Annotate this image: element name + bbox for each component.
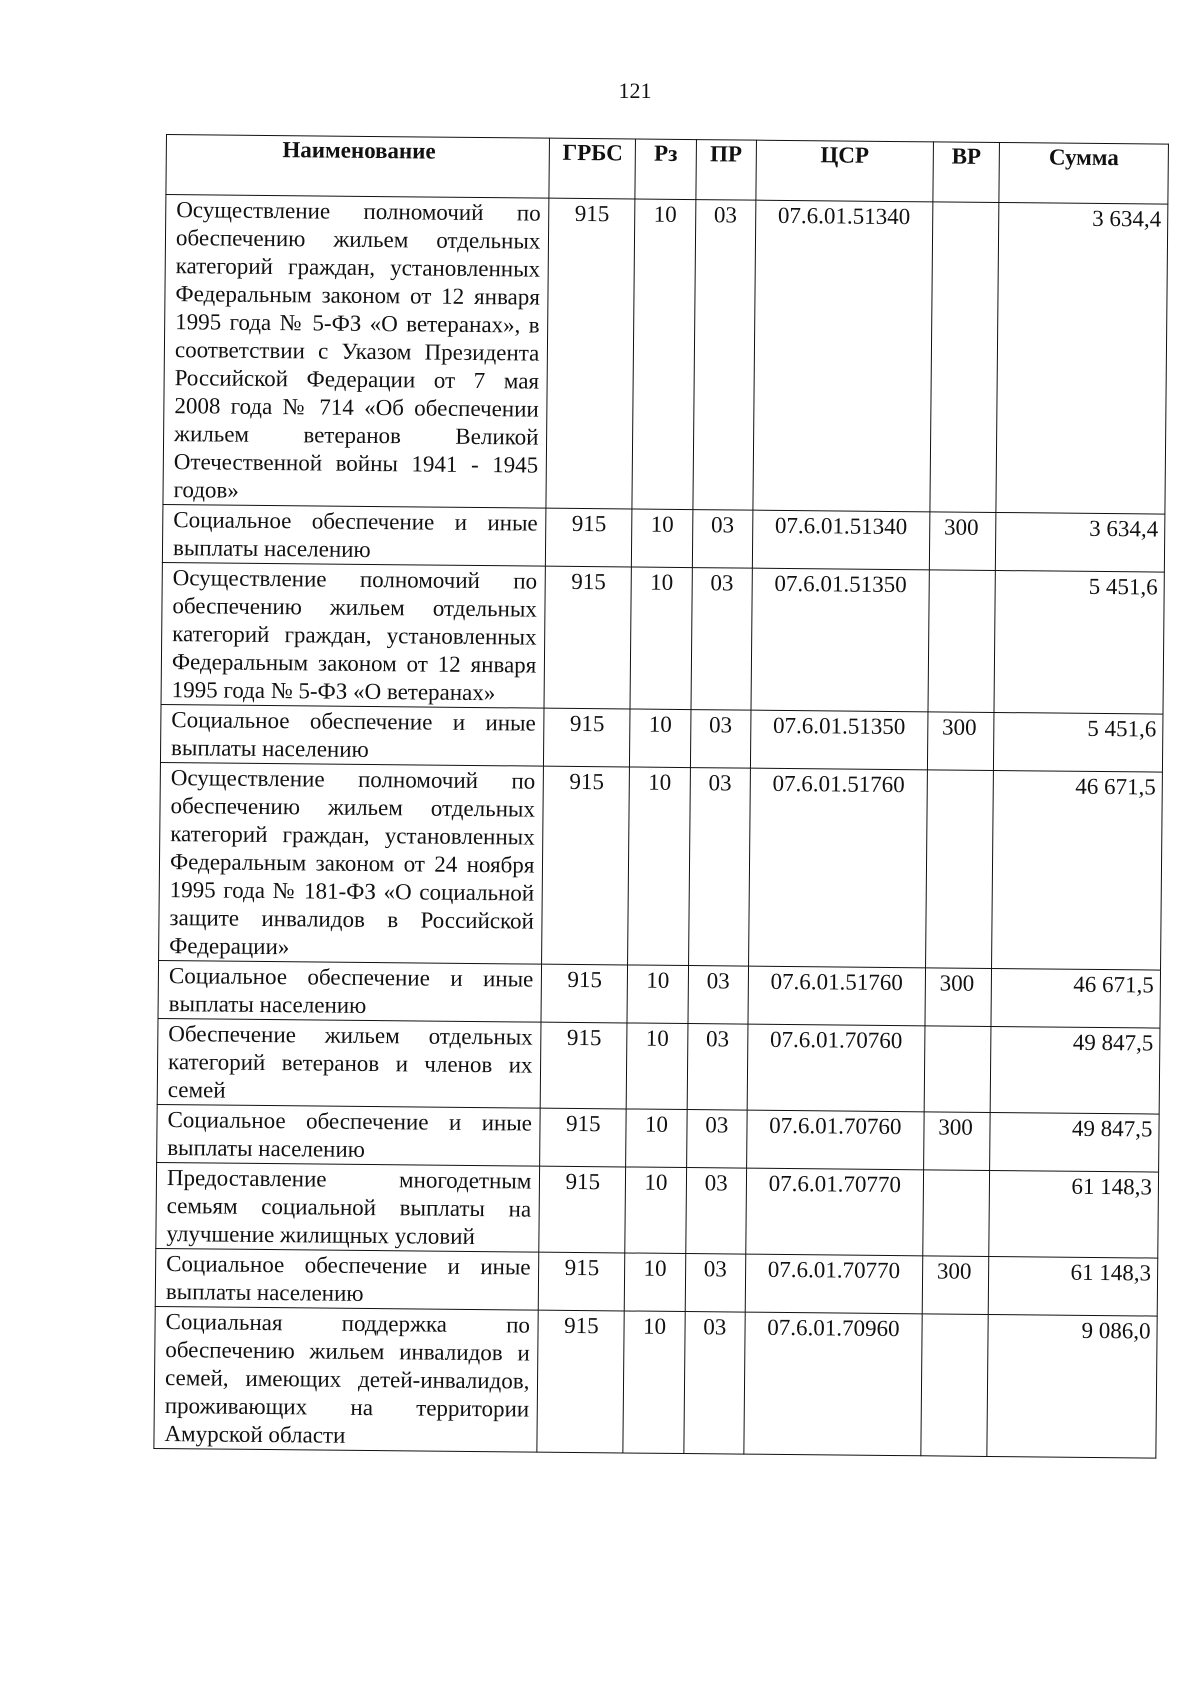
- cell-rz: 10: [625, 1167, 686, 1254]
- table-row: [155, 1248, 1158, 1316]
- table-row: [156, 1162, 1159, 1258]
- cell-sum: 49 847,5: [990, 1112, 1159, 1172]
- cell-rz: 10: [627, 965, 688, 1024]
- cell-csr: 07.6.01.51760: [748, 966, 925, 1026]
- cell-csr: 07.6.01.70770: [745, 1254, 922, 1314]
- header-grbs: ГРБС: [549, 138, 635, 199]
- cell-rz: 10: [626, 1109, 687, 1168]
- budget-table: [153, 134, 1169, 1459]
- cell-sum: 3 634,4: [996, 203, 1168, 515]
- cell-name: Социальное обеспечение и иные выплаты населению: [155, 1248, 539, 1310]
- cell-vr: [923, 1170, 990, 1257]
- cell-sum: 5 451,6: [994, 712, 1163, 772]
- cell-csr: 07.6.01.70770: [746, 1168, 924, 1256]
- header-vr: ВР: [933, 142, 1000, 203]
- cell-name: Осуществление полномочий по обеспечению жильем отдельных категорий граждан, установленных Федеральным законом от 12 января 1995 года № 5-ФЗ «О ветеранах», в соответствии с Указом Президента Российской Федерации от 7 мая 2008 года № 714 «Об обеспечении жильем ветеранов Великой Отечественной войны 1941 - 1945 годов»: [163, 195, 549, 509]
- cell-csr: 07.6.01.51340: [752, 510, 929, 570]
- cell-pr: 03: [685, 1254, 746, 1313]
- cell-sum: 61 148,3: [988, 1256, 1157, 1316]
- cell-pr: 03: [687, 1024, 748, 1111]
- cell-csr: 07.6.01.51340: [753, 200, 933, 512]
- cell-grbs: 915: [537, 1310, 624, 1453]
- cell-pr: 03: [685, 1168, 746, 1255]
- cell-rz: 10: [628, 767, 690, 966]
- cell-sum: 61 148,3: [989, 1170, 1159, 1258]
- cell-csr: 07.6.01.51350: [750, 710, 927, 770]
- page-number: 121: [618, 78, 652, 103]
- cell-pr: 03: [690, 710, 751, 769]
- cell-grbs: 915: [539, 1252, 625, 1311]
- table-row: [161, 562, 1164, 714]
- table-row: [157, 1018, 1160, 1114]
- table-row: [160, 704, 1163, 772]
- cell-csr: 07.6.01.70760: [747, 1110, 924, 1170]
- cell-pr: 03: [691, 568, 753, 711]
- cell-name: Социальное обеспечение и иные выплаты населению: [158, 960, 542, 1022]
- header-rz: Рз: [635, 139, 696, 200]
- cell-vr: 300: [922, 1256, 989, 1315]
- cell-grbs: 915: [544, 708, 630, 767]
- cell-name: Социальное обеспечение и иные выплаты населению: [157, 1104, 541, 1166]
- cell-vr: [925, 770, 993, 969]
- cell-grbs: 915: [546, 508, 632, 567]
- cell-vr: [921, 1314, 989, 1457]
- cell-name: Социальная поддержка по обеспечению жильем инвалидов и семей, имеющих детей-инвалидов, проживающих на территории Амурской области: [154, 1306, 539, 1452]
- cell-grbs: 915: [540, 1108, 626, 1167]
- cell-vr: [930, 202, 999, 513]
- cell-csr: 07.6.01.70760: [747, 1024, 925, 1112]
- cell-csr: 07.6.01.70960: [744, 1312, 922, 1456]
- cell-pr: 03: [683, 1312, 745, 1455]
- cell-name: Социальное обеспечение и иные выплаты населению: [160, 704, 544, 766]
- cell-grbs: 915: [542, 766, 630, 965]
- cell-csr: 07.6.01.51350: [751, 568, 929, 712]
- header-name: Наименование: [166, 135, 550, 199]
- table-row: [159, 762, 1163, 970]
- cell-vr: 300: [925, 968, 992, 1027]
- cell-grbs: 915: [539, 1166, 626, 1253]
- header-csr: ЦСР: [756, 140, 933, 202]
- cell-sum: 46 671,5: [992, 770, 1163, 970]
- cell-rz: 10: [625, 1253, 686, 1312]
- cell-sum: 3 634,4: [996, 512, 1165, 572]
- cell-pr: 03: [688, 966, 749, 1025]
- cell-name: Обеспечение жильем отдельных категорий ветеранов и членов их семей: [157, 1018, 541, 1108]
- table-row: [157, 1104, 1160, 1172]
- cell-pr: 03: [692, 510, 753, 569]
- cell-rz: 10: [623, 1311, 685, 1454]
- cell-csr: 07.6.01.51760: [748, 768, 927, 968]
- header-row: [166, 135, 1169, 205]
- cell-sum: 5 451,6: [994, 570, 1164, 714]
- table-row: [154, 1306, 1157, 1458]
- cell-name: Осуществление полномочий по обеспечению жильем отдельных категорий граждан, установленных Федеральным законом от 24 ноября 1995 года № 181-ФЗ «О социальной защите инвалидов в Российской Федерации»: [159, 762, 544, 964]
- cell-grbs: 915: [544, 566, 631, 709]
- cell-name: Предоставление многодетным семьям социальной выплаты на улучшение жилищных условий: [156, 1162, 540, 1252]
- cell-vr: [924, 1026, 991, 1113]
- cell-grbs: 915: [541, 1022, 628, 1109]
- cell-rz: 10: [626, 1023, 687, 1110]
- cell-vr: 300: [929, 512, 996, 571]
- table-row: [162, 504, 1165, 572]
- cell-pr: 03: [686, 1110, 747, 1169]
- cell-vr: [928, 570, 996, 713]
- cell-name: Социальное обеспечение и иные выплаты населению: [162, 504, 546, 566]
- cell-vr: 300: [923, 1112, 990, 1171]
- cell-vr: 300: [927, 712, 994, 771]
- cell-grbs: 915: [541, 964, 627, 1023]
- cell-rz: 10: [632, 509, 693, 568]
- cell-name: Осуществление полномочий по обеспечению жильем отдельных категорий граждан, установленных Федеральным законом от 12 января 1995 года № 5-ФЗ «О ветеранах»: [161, 562, 546, 708]
- cell-pr: 03: [693, 200, 756, 511]
- cell-rz: 10: [630, 709, 691, 768]
- header-sum: Сумма: [999, 143, 1168, 205]
- table-body: [154, 195, 1168, 1459]
- cell-pr: 03: [688, 768, 750, 967]
- cell-rz: 10: [632, 199, 695, 510]
- cell-rz: 10: [630, 567, 692, 710]
- cell-sum: 9 086,0: [987, 1314, 1157, 1458]
- header-pr: ПР: [695, 140, 756, 201]
- table-row: [163, 195, 1168, 515]
- table-header: [166, 135, 1169, 205]
- cell-grbs: 915: [546, 198, 635, 509]
- cell-sum: 49 847,5: [990, 1026, 1160, 1114]
- table-row: [158, 960, 1161, 1028]
- cell-sum: 46 671,5: [991, 968, 1160, 1028]
